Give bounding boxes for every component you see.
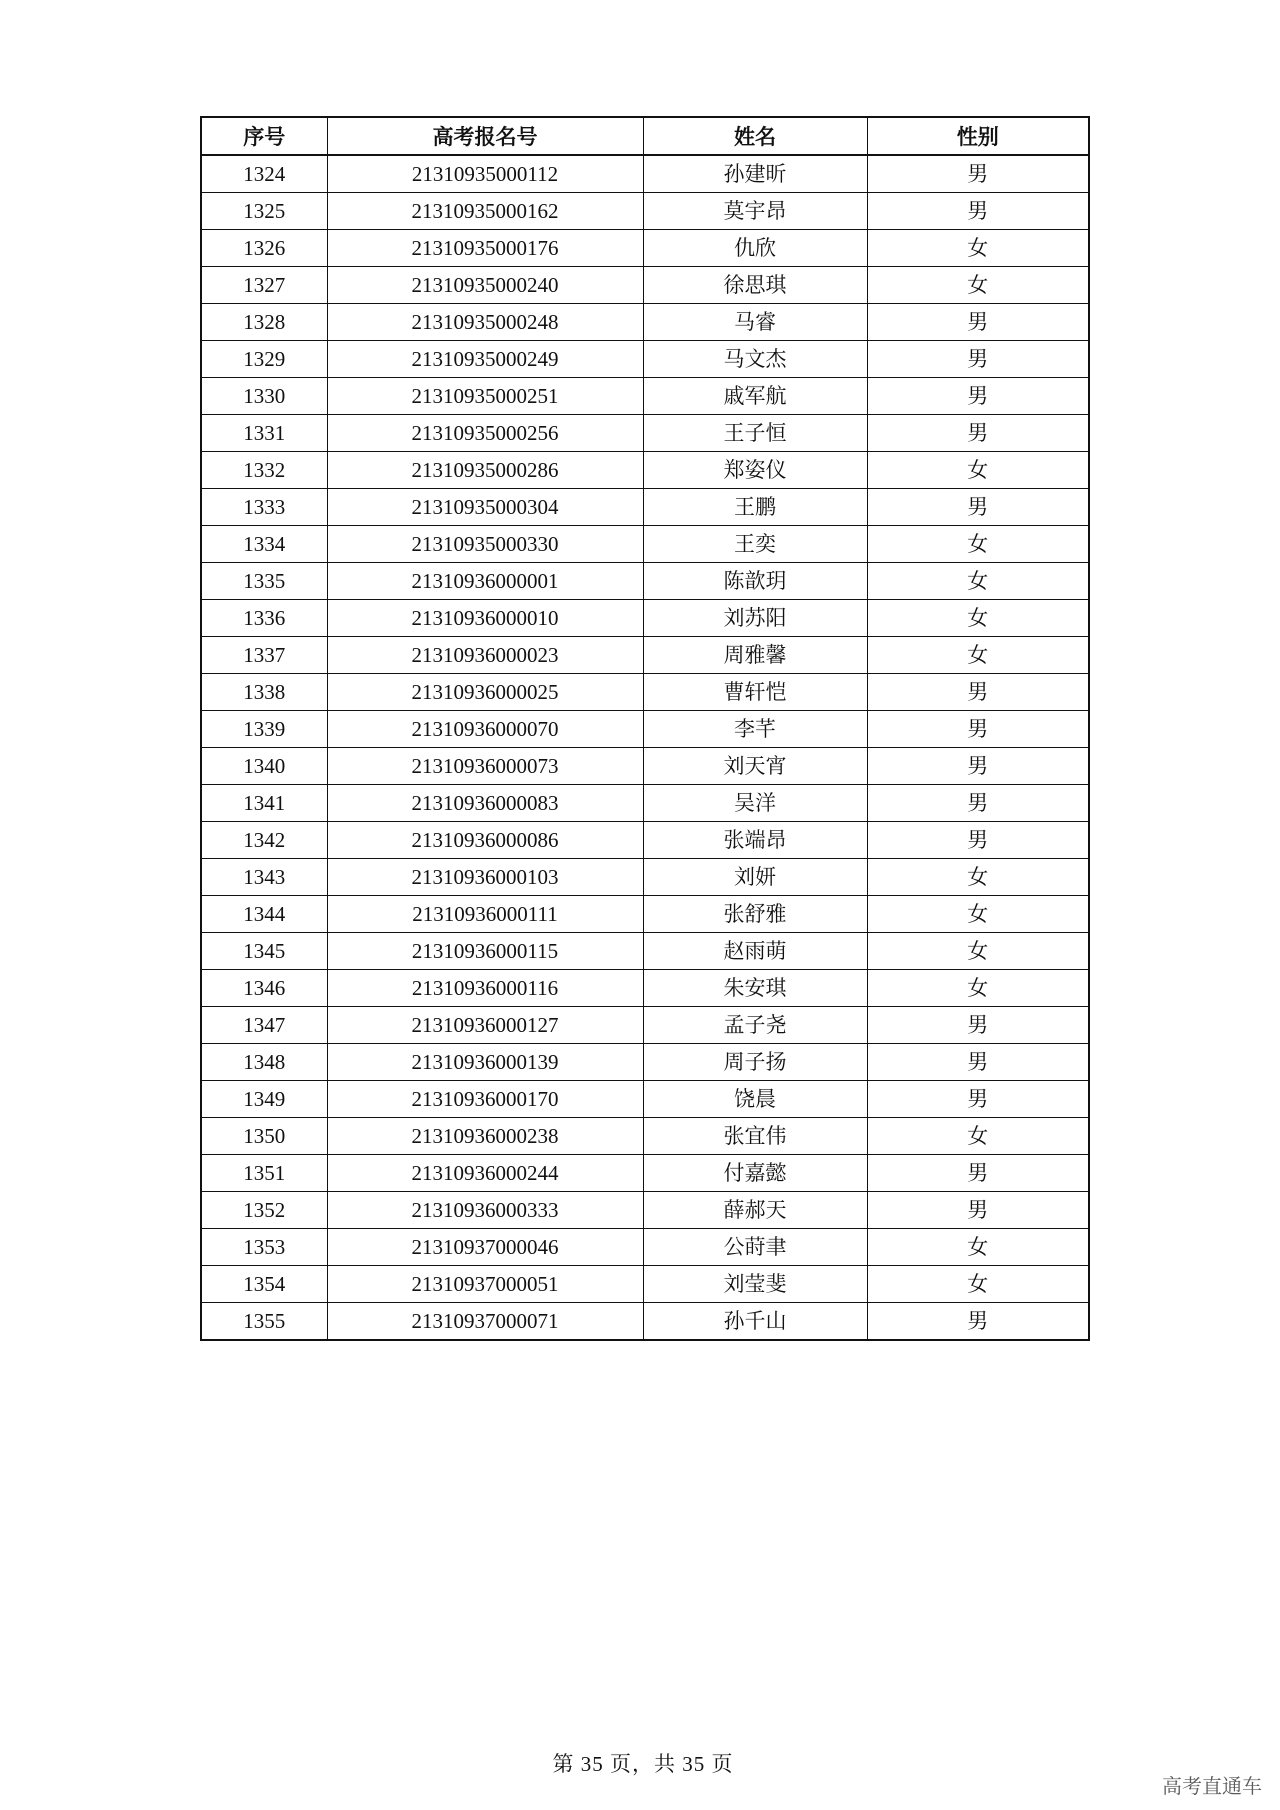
- table-row: [201, 1155, 1089, 1192]
- cell-seq: 1327: [201, 267, 327, 304]
- table-row: [201, 341, 1089, 378]
- cell-name: 孙千山: [643, 1303, 867, 1341]
- cell-exam-id: 21310936000111: [327, 896, 643, 933]
- table-row: [201, 230, 1089, 267]
- cell-gender: 男: [867, 341, 1089, 378]
- cell-gender: 男: [867, 1192, 1089, 1229]
- cell-gender: 女: [867, 267, 1089, 304]
- table-row: [201, 674, 1089, 711]
- cell-exam-id: 21310936000115: [327, 933, 643, 970]
- cell-seq: 1343: [201, 859, 327, 896]
- cell-name: 陈歆玥: [643, 563, 867, 600]
- cell-exam-id: 21310936000238: [327, 1118, 643, 1155]
- cell-seq: 1325: [201, 193, 327, 230]
- cell-exam-id: 21310936000127: [327, 1007, 643, 1044]
- cell-seq: 1341: [201, 785, 327, 822]
- cell-seq: 1347: [201, 1007, 327, 1044]
- cell-gender: 男: [867, 711, 1089, 748]
- cell-gender: 女: [867, 1229, 1089, 1266]
- cell-exam-id: 21310936000170: [327, 1081, 643, 1118]
- cell-name: 赵雨萌: [643, 933, 867, 970]
- cell-exam-id: 21310936000086: [327, 822, 643, 859]
- table-row: [201, 822, 1089, 859]
- cell-gender: 女: [867, 1266, 1089, 1303]
- table-row: [201, 1303, 1089, 1341]
- cell-gender: 男: [867, 1155, 1089, 1192]
- cell-seq: 1350: [201, 1118, 327, 1155]
- table-row: [201, 452, 1089, 489]
- cell-gender: 男: [867, 748, 1089, 785]
- cell-exam-id: 21310935000248: [327, 304, 643, 341]
- table-row: [201, 526, 1089, 563]
- cell-name: 徐思琪: [643, 267, 867, 304]
- cell-name: 公莳聿: [643, 1229, 867, 1266]
- cell-gender: 女: [867, 933, 1089, 970]
- cell-exam-id: 21310935000251: [327, 378, 643, 415]
- cell-name: 张端昂: [643, 822, 867, 859]
- cell-name: 戚军航: [643, 378, 867, 415]
- cell-gender: 男: [867, 822, 1089, 859]
- cell-seq: 1355: [201, 1303, 327, 1341]
- cell-seq: 1339: [201, 711, 327, 748]
- cell-gender: 女: [867, 1118, 1089, 1155]
- header-name: 姓名: [643, 117, 867, 155]
- cell-name: 孙建昕: [643, 155, 867, 193]
- cell-name: 马睿: [643, 304, 867, 341]
- cell-exam-id: 21310935000162: [327, 193, 643, 230]
- table-row: [201, 155, 1089, 193]
- cell-name: 郑姿仪: [643, 452, 867, 489]
- cell-name: 周子扬: [643, 1044, 867, 1081]
- cell-gender: 男: [867, 378, 1089, 415]
- cell-name: 刘妍: [643, 859, 867, 896]
- table-body: [201, 155, 1089, 1340]
- cell-gender: 女: [867, 637, 1089, 674]
- cell-exam-id: 21310936000001: [327, 563, 643, 600]
- cell-seq: 1344: [201, 896, 327, 933]
- cell-exam-id: 21310937000051: [327, 1266, 643, 1303]
- cell-gender: 男: [867, 415, 1089, 452]
- cell-seq: 1345: [201, 933, 327, 970]
- cell-gender: 女: [867, 970, 1089, 1007]
- cell-gender: 男: [867, 1007, 1089, 1044]
- cell-name: 朱安琪: [643, 970, 867, 1007]
- cell-exam-id: 21310935000304: [327, 489, 643, 526]
- cell-seq: 1330: [201, 378, 327, 415]
- cell-name: 刘天宵: [643, 748, 867, 785]
- cell-gender: 女: [867, 452, 1089, 489]
- cell-seq: 1332: [201, 452, 327, 489]
- table-row: [201, 970, 1089, 1007]
- site-watermark: 高考直通车: [1162, 1774, 1262, 1798]
- cell-name: 曹轩恺: [643, 674, 867, 711]
- cell-seq: 1329: [201, 341, 327, 378]
- cell-gender: 男: [867, 674, 1089, 711]
- page-number-footer: 第 35 页，共 35 页: [552, 1752, 734, 1776]
- table-header-row: [201, 117, 1089, 155]
- cell-seq: 1337: [201, 637, 327, 674]
- cell-seq: 1353: [201, 1229, 327, 1266]
- cell-exam-id: 21310935000256: [327, 415, 643, 452]
- cell-exam-id: 21310935000176: [327, 230, 643, 267]
- header-seq: 序号: [201, 117, 327, 155]
- admission-roster-table: [200, 116, 1090, 1341]
- cell-seq: 1324: [201, 155, 327, 193]
- cell-gender: 男: [867, 1044, 1089, 1081]
- table-row: [201, 1266, 1089, 1303]
- table-row: [201, 378, 1089, 415]
- cell-exam-id: 21310936000244: [327, 1155, 643, 1192]
- cell-name: 孟子尧: [643, 1007, 867, 1044]
- cell-exam-id: 21310935000249: [327, 341, 643, 378]
- table-row: [201, 1229, 1089, 1266]
- cell-name: 王子恒: [643, 415, 867, 452]
- cell-name: 薛郝天: [643, 1192, 867, 1229]
- cell-name: 周雅馨: [643, 637, 867, 674]
- cell-name: 马文杰: [643, 341, 867, 378]
- table-row: [201, 600, 1089, 637]
- cell-name: 张舒雅: [643, 896, 867, 933]
- table-row: [201, 933, 1089, 970]
- cell-name: 吴洋: [643, 785, 867, 822]
- cell-gender: 男: [867, 155, 1089, 193]
- cell-seq: 1335: [201, 563, 327, 600]
- cell-seq: 1333: [201, 489, 327, 526]
- table-row: [201, 563, 1089, 600]
- cell-seq: 1328: [201, 304, 327, 341]
- cell-name: 莫宇昂: [643, 193, 867, 230]
- cell-seq: 1331: [201, 415, 327, 452]
- table-row: [201, 637, 1089, 674]
- cell-exam-id: 21310936000070: [327, 711, 643, 748]
- cell-gender: 女: [867, 600, 1089, 637]
- cell-name: 仇欣: [643, 230, 867, 267]
- cell-exam-id: 21310936000083: [327, 785, 643, 822]
- cell-exam-id: 21310936000010: [327, 600, 643, 637]
- cell-exam-id: 21310936000025: [327, 674, 643, 711]
- header-exam-id: 高考报名号: [327, 117, 643, 155]
- cell-exam-id: 21310937000071: [327, 1303, 643, 1341]
- cell-gender: 男: [867, 1081, 1089, 1118]
- cell-seq: 1348: [201, 1044, 327, 1081]
- table-row: [201, 748, 1089, 785]
- table-row: [201, 711, 1089, 748]
- cell-exam-id: 21310936000103: [327, 859, 643, 896]
- cell-seq: 1342: [201, 822, 327, 859]
- cell-exam-id: 21310935000112: [327, 155, 643, 193]
- cell-seq: 1352: [201, 1192, 327, 1229]
- cell-gender: 女: [867, 563, 1089, 600]
- cell-gender: 女: [867, 526, 1089, 563]
- cell-exam-id: 21310936000333: [327, 1192, 643, 1229]
- cell-exam-id: 21310936000139: [327, 1044, 643, 1081]
- cell-name: 饶晨: [643, 1081, 867, 1118]
- table-row: [201, 785, 1089, 822]
- cell-seq: 1354: [201, 1266, 327, 1303]
- cell-name: 刘苏阳: [643, 600, 867, 637]
- cell-seq: 1351: [201, 1155, 327, 1192]
- table-row: [201, 859, 1089, 896]
- cell-seq: 1334: [201, 526, 327, 563]
- cell-gender: 女: [867, 230, 1089, 267]
- table-row: [201, 1118, 1089, 1155]
- table-row: [201, 267, 1089, 304]
- header-gender: 性别: [867, 117, 1089, 155]
- cell-name: 李芊: [643, 711, 867, 748]
- cell-exam-id: 21310935000330: [327, 526, 643, 563]
- table-row: [201, 193, 1089, 230]
- table-row: [201, 415, 1089, 452]
- cell-name: 付嘉懿: [643, 1155, 867, 1192]
- cell-name: 王奕: [643, 526, 867, 563]
- cell-seq: 1349: [201, 1081, 327, 1118]
- cell-exam-id: 21310936000073: [327, 748, 643, 785]
- table-row: [201, 1044, 1089, 1081]
- cell-exam-id: 21310936000116: [327, 970, 643, 1007]
- table-row: [201, 489, 1089, 526]
- table-row: [201, 1192, 1089, 1229]
- cell-exam-id: 21310935000286: [327, 452, 643, 489]
- table-row: [201, 1007, 1089, 1044]
- cell-name: 王鹏: [643, 489, 867, 526]
- cell-exam-id: 21310937000046: [327, 1229, 643, 1266]
- cell-seq: 1326: [201, 230, 327, 267]
- cell-gender: 男: [867, 1303, 1089, 1341]
- table-row: [201, 896, 1089, 933]
- cell-gender: 男: [867, 489, 1089, 526]
- cell-gender: 男: [867, 304, 1089, 341]
- cell-name: 张宜伟: [643, 1118, 867, 1155]
- cell-gender: 男: [867, 785, 1089, 822]
- cell-exam-id: 21310935000240: [327, 267, 643, 304]
- cell-gender: 女: [867, 896, 1089, 933]
- cell-gender: 女: [867, 859, 1089, 896]
- cell-seq: 1340: [201, 748, 327, 785]
- cell-seq: 1346: [201, 970, 327, 1007]
- table-row: [201, 304, 1089, 341]
- table-row: [201, 1081, 1089, 1118]
- cell-seq: 1338: [201, 674, 327, 711]
- cell-seq: 1336: [201, 600, 327, 637]
- cell-gender: 男: [867, 193, 1089, 230]
- cell-exam-id: 21310936000023: [327, 637, 643, 674]
- cell-name: 刘莹斐: [643, 1266, 867, 1303]
